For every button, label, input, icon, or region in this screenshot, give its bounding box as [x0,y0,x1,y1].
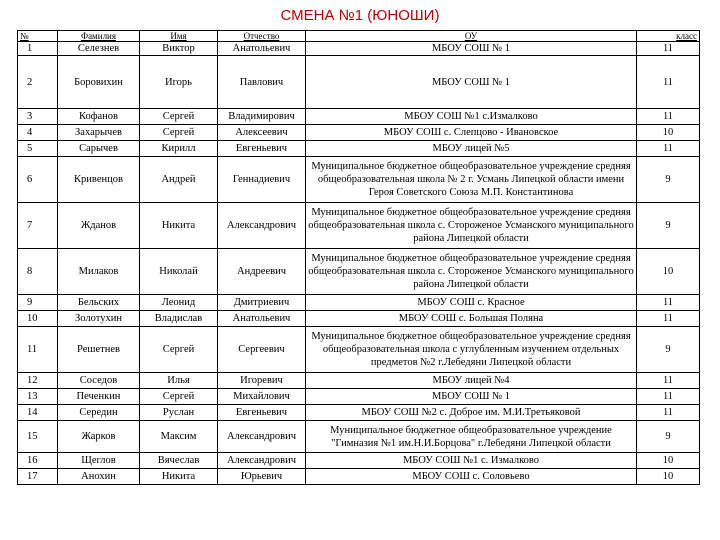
first-name: Сергей [140,109,218,125]
school: МБОУ СОШ №2 с. Доброе им. М.И.Третьяковой [306,405,637,421]
middle-name: Анатольевич [218,42,306,56]
participants-table [17,30,700,485]
row-number: 5 [18,141,58,157]
middle-name: Сергеевич [218,327,306,373]
school: Муниципальное бюджетное общеобразовательное учреждение средняя общеобразовательная школа № 2 г. Усмань Липецкой области имени Героя Советского Союза М.П. Константинова [306,157,637,203]
school: МБОУ СОШ № 1 [306,389,637,405]
grade: 11 [637,311,700,327]
first-name: Владислав [140,311,218,327]
middle-name: Дмитриевич [218,295,306,311]
grade: 11 [637,56,700,109]
grade: 9 [637,157,700,203]
first-name: Игорь [140,56,218,109]
header-last-name: Фамилия [58,31,140,42]
grade: 9 [637,327,700,373]
first-name: Вячеслав [140,453,218,469]
row-number: 6 [18,157,58,203]
school: Муниципальное бюджетное общеобразовательное учреждение "Гимназия №1 им.Н.И.Борцова" г.Лебедяни Липецкой области [306,421,637,453]
row-number: 4 [18,125,58,141]
grade: 11 [637,373,700,389]
page-title: СМЕНА №1 (ЮНОШИ) [280,7,440,24]
middle-name: Игоревич [218,373,306,389]
last-name: Селезнев [58,42,140,56]
row-number: 17 [18,469,58,485]
row-number: 10 [18,311,58,327]
row-number: 11 [18,327,58,373]
last-name: Печенкин [58,389,140,405]
last-name: Анохин [58,469,140,485]
first-name: Кирилл [140,141,218,157]
first-name: Виктор [140,42,218,56]
first-name: Николай [140,249,218,295]
row-number: 12 [18,373,58,389]
school: МБОУ СОШ №1 с.Измалково [306,109,637,125]
table-row [18,42,700,56]
school: Муниципальное бюджетное общеобразовательное учреждение средняя общеобразовательная школа с углубленным изучением отдельных предметов №2 г.Лебедяни Липецкой области [306,327,637,373]
school: МБОУ СОШ № 1 [306,42,637,56]
last-name: Жданов [58,203,140,249]
row-number: 15 [18,421,58,453]
row-number: 16 [18,453,58,469]
school: МБОУ СОШ №1 с. Измалково [306,453,637,469]
grade: 11 [637,141,700,157]
table-row [18,125,700,141]
last-name: Кривенцов [58,157,140,203]
school: МБОУ СОШ с. Соловьево [306,469,637,485]
first-name: Максим [140,421,218,453]
table-row [18,327,700,373]
middle-name: Павлович [218,56,306,109]
header-grade: класс [637,31,700,42]
middle-name: Владимирович [218,109,306,125]
school: Муниципальное бюджетное общеобразовательное учреждение средняя общеобразовательная школа с. Стороженое Усманского муниципального района Липецкой области [306,249,637,295]
table-header-row [18,31,700,42]
grade: 10 [637,125,700,141]
school: Муниципальное бюджетное общеобразовательное учреждение средняя общеобразовательная школа с. Стороженое Усманского муниципального района Липецкой области [306,203,637,249]
row-number: 3 [18,109,58,125]
table-row [18,469,700,485]
table-row [18,389,700,405]
row-number: 9 [18,295,58,311]
first-name: Руслан [140,405,218,421]
grade: 11 [637,389,700,405]
table-row [18,157,700,203]
table-row [18,56,700,109]
middle-name: Александрович [218,421,306,453]
middle-name: Андреевич [218,249,306,295]
last-name: Милаков [58,249,140,295]
middle-name: Евгеньевич [218,405,306,421]
first-name: Никита [140,469,218,485]
row-number: 2 [18,56,58,109]
school: МБОУ лицей №5 [306,141,637,157]
table-row [18,373,700,389]
first-name: Андрей [140,157,218,203]
grade: 11 [637,405,700,421]
header-first-name: Имя [140,31,218,42]
last-name: Золотухин [58,311,140,327]
grade: 9 [637,421,700,453]
last-name: Сарычев [58,141,140,157]
table-row [18,421,700,453]
first-name: Леонид [140,295,218,311]
table-row [18,405,700,421]
last-name: Соседов [58,373,140,389]
grade: 9 [637,203,700,249]
row-number: 7 [18,203,58,249]
middle-name: Михайлович [218,389,306,405]
first-name: Сергей [140,389,218,405]
table-row [18,109,700,125]
table-row [18,141,700,157]
row-number: 13 [18,389,58,405]
grade: 11 [637,109,700,125]
table-row [18,453,700,469]
middle-name: Алексеевич [218,125,306,141]
school: МБОУ СОШ № 1 [306,56,637,109]
row-number: 1 [18,42,58,56]
middle-name: Евгеньевич [218,141,306,157]
first-name: Илья [140,373,218,389]
school: МБОУ СОШ с. Слепцово - Ивановское [306,125,637,141]
last-name: Жарков [58,421,140,453]
table-row [18,249,700,295]
middle-name: Геннадиевич [218,157,306,203]
grade: 11 [637,295,700,311]
last-name: Кофанов [58,109,140,125]
grade: 10 [637,453,700,469]
middle-name: Юрьевич [218,469,306,485]
grade: 11 [637,42,700,56]
last-name: Щеглов [58,453,140,469]
row-number: 14 [18,405,58,421]
header-number: № [18,31,58,42]
grade: 10 [637,469,700,485]
last-name: Середин [58,405,140,421]
row-number: 8 [18,249,58,295]
first-name: Никита [140,203,218,249]
grade: 10 [637,249,700,295]
last-name: Бельских [58,295,140,311]
header-school: ОУ [306,31,637,42]
table-row [18,295,700,311]
last-name: Решетнев [58,327,140,373]
last-name: Боровихин [58,56,140,109]
middle-name: Александрович [218,203,306,249]
first-name: Сергей [140,327,218,373]
middle-name: Анатольевич [218,311,306,327]
last-name: Захарычев [58,125,140,141]
first-name: Сергей [140,125,218,141]
school: МБОУ лицей №4 [306,373,637,389]
table-row [18,311,700,327]
header-middle-name: Отчество [218,31,306,42]
school: МБОУ СОШ с. Красное [306,295,637,311]
table-row [18,203,700,249]
school: МБОУ СОШ с. Большая Поляна [306,311,637,327]
middle-name: Александрович [218,453,306,469]
